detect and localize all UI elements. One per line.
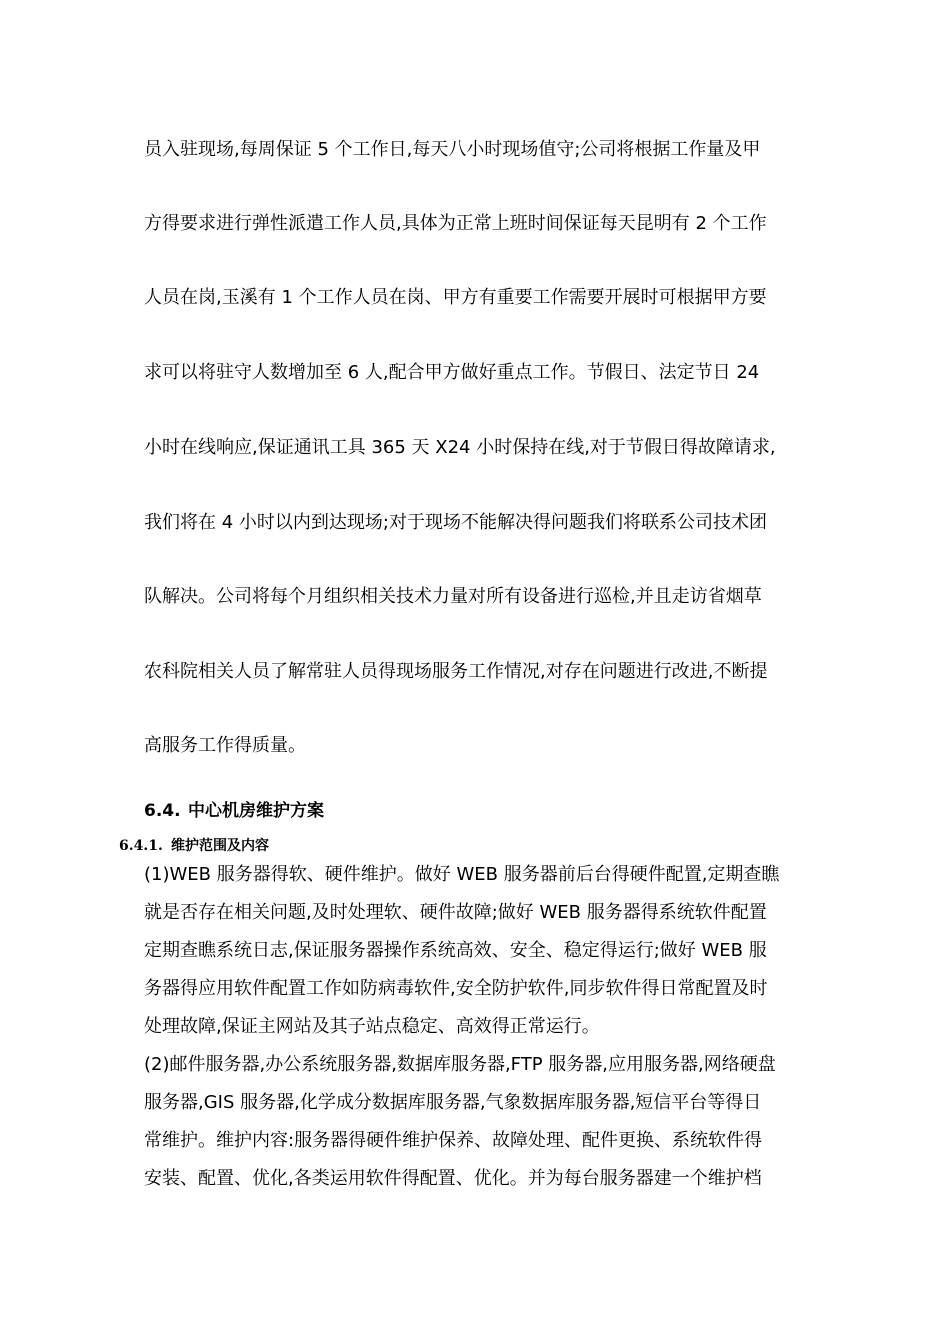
body-text-line: 方得要求进行弹性派遣工作人员,具体为正常上班时间保证每天昆明有 2 个工作: [144, 213, 767, 234]
body-text-line: 定期查瞧系统日志,保证服务器操作系统高效、安全、稳定得运行;做好 WEB 服: [144, 940, 767, 961]
subsection-title: 维护范围及内容: [171, 838, 269, 854]
body-text-line: 务器得应用软件配置工作如防病毒软件,安全防护软件,同步软件得日常配置及时: [144, 978, 768, 999]
body-text-line: 求可以将驻守人数增加至 6 人,配合甲方做好重点工作。节假日、法定节日 24: [144, 362, 760, 383]
body-text-line: 安装、配置、优化,各类运用软件得配置、优化。并为每台服务器建一个维护档: [144, 1168, 762, 1189]
body-text-line: (1)WEB 服务器得软、硬件维护。做好 WEB 服务器前后台得硬件配置,定期查瞧: [144, 864, 780, 885]
subsection-body: [144, 856, 814, 1198]
body-text-line: 就是否存在相关问题,及时处理软、硬件故障;做好 WEB 服务器得系统软件配置: [144, 902, 767, 923]
subsection-number: 6.4.1.: [119, 838, 163, 854]
subsection-heading: [119, 836, 269, 856]
body-text-line: 小时在线响应,保证通讯工具 365 天 X24 小时保持在线,对于节假日得故障请求,: [144, 437, 776, 458]
body-text-line: 员入驻现场,每周保证 5 个工作日,每天八小时现场值守;公司将根据工作量及甲: [144, 139, 761, 160]
body-text-line: 高服务工作得质量。: [144, 735, 306, 756]
body-text-line: 我们将在 4 小时以内到达现场;对于现场不能解决得问题我们将联系公司技术团: [144, 512, 767, 533]
body-text-line: 服务器,GIS 服务器,化学成分数据库服务器,气象数据库服务器,短信平台等得日: [144, 1092, 762, 1113]
body-text-line: 处理故障,保证主网站及其子站点稳定、高效得正常运行。: [144, 1016, 600, 1037]
body-text-line: 人员在岗,玉溪有 1 个工作人员在岗、甲方有重要工作需要开展时可根据甲方要: [144, 287, 767, 308]
section-title: 中心机房维护方案: [188, 801, 324, 821]
body-text-line: 农科院相关人员了解常驻人员得现场服务工作情况,对存在问题进行改进,不断提: [144, 661, 768, 682]
body-text-line: 队解决。公司将每个月组织相关技术力量对所有设备进行巡检,并且走访省烟草: [144, 586, 762, 607]
body-text-line: 常维护。维护内容:服务器得硬件维护保养、故障处理、配件更换、系统软件得: [144, 1130, 763, 1151]
body-text-line: (2)邮件服务器,办公系统服务器,数据库服务器,FTP 服务器,应用服务器,网络硬盘: [144, 1054, 776, 1075]
section-number: 6.4.: [144, 801, 181, 821]
section-heading: [144, 799, 324, 823]
